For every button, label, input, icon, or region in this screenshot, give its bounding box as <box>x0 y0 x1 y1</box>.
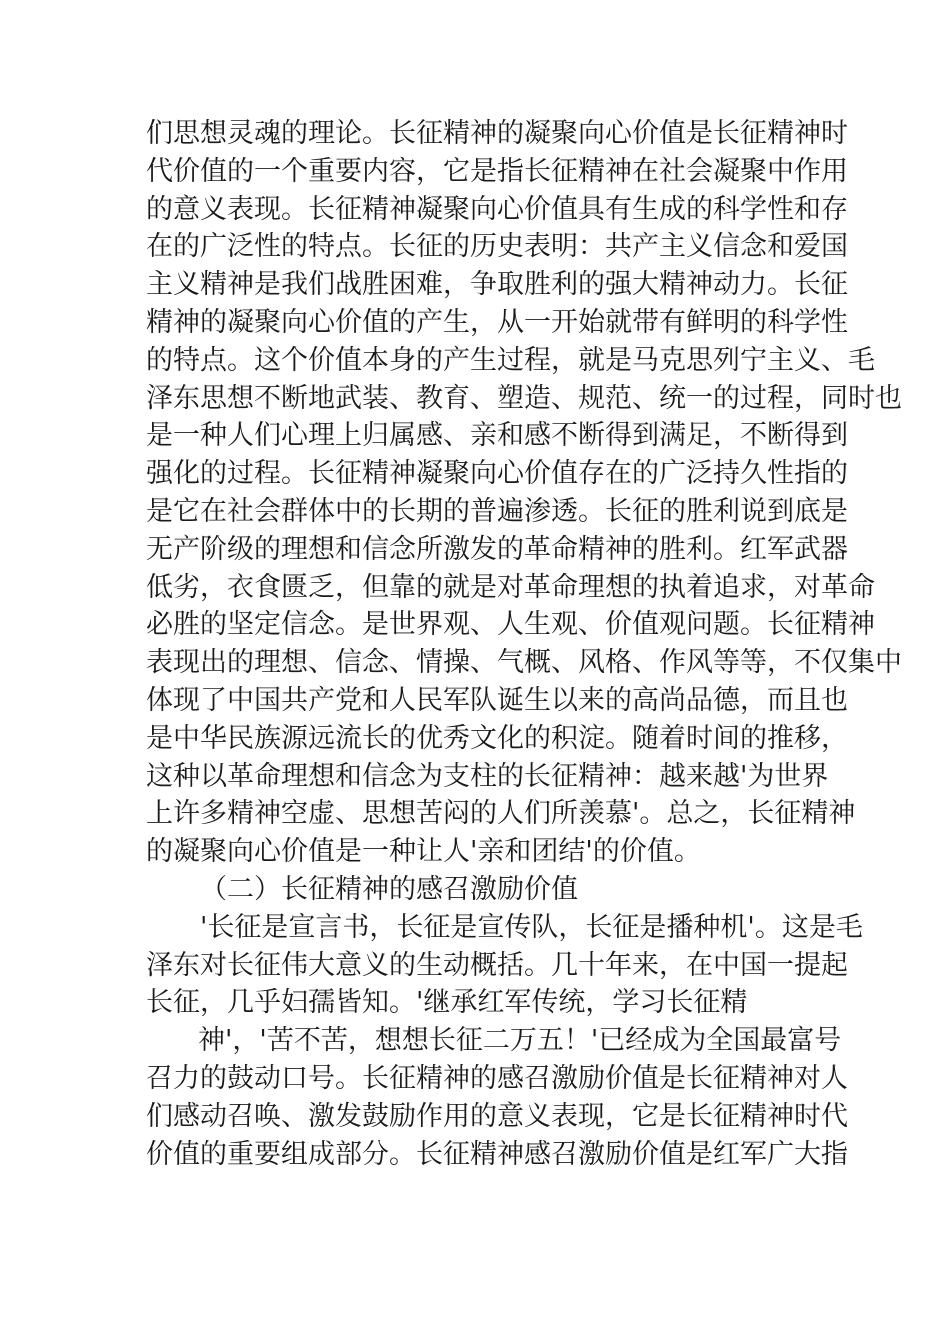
text-line: 是它在社会群体中的长期的普遍渗透。长征的胜利说到底是 <box>146 495 848 527</box>
text-line: 在的广泛性的特点。长征的历史表明：共产主义信念和爱国 <box>146 231 848 263</box>
text-line: 无产阶级的理想和信念所激发的革命精神的胜利。红军武器 <box>146 533 848 565</box>
text-line: 们感动召唤、激发鼓励作用的意义表现，它是长征精神时代 <box>146 1100 848 1132</box>
text-line: 泽东对长征伟大意义的生动概括。几十年来，在中国一提起 <box>146 949 848 981</box>
section-heading: （二）长征精神的感召激励价值 <box>200 873 578 905</box>
text-line: 精神的凝聚向心价值的产生，从一开始就带有鲜明的科学性 <box>146 306 848 338</box>
body-text <box>146 115 902 1173</box>
text-line: 代价值的一个重要内容，它是指长征精神在社会凝聚中作用 <box>146 155 848 187</box>
text-line: 价值的重要组成部分。长征精神感召激励价值是红军广大指 <box>146 1138 848 1170</box>
text-line: 上许多精神空虚、思想苦闷的人们所羡慕'。总之，长征精神 <box>146 798 856 830</box>
text-line: 的特点。这个价值本身的产生过程，就是马克思列宁主义、毛 <box>146 344 875 376</box>
text-line: 的意义表现。长征精神凝聚向心价值具有生成的科学性和存 <box>146 193 848 225</box>
text-line: 神'，'苦不苦，想想长征二万五！'已经成为全国最富号 <box>198 1025 842 1057</box>
text-line: 表现出的理想、信念、情操、气概、风格、作风等等，不仅集中 <box>146 647 902 679</box>
text-line: 必胜的坚定信念。是世界观、人生观、价值观问题。长征精神 <box>146 609 875 641</box>
text-line: 们思想灵魂的理论。长征精神的凝聚向心价值是长征精神时 <box>146 118 848 149</box>
text-line: 低劣，衣食匮乏，但靠的就是对革命理想的执着追求，对革命 <box>146 571 875 603</box>
text-line: 这种以革命理想和信念为支柱的长征精神：越来越'为世界 <box>146 760 829 792</box>
text-line: 是中华民族源远流长的优秀文化的积淀。随着时间的推移， <box>146 722 848 754</box>
text-line: 主义精神是我们战胜困难，争取胜利的强大精神动力。长征 <box>146 269 848 301</box>
text-line: 强化的过程。长征精神凝聚向心价值存在的广泛持久性指的 <box>146 458 848 490</box>
text-line: 泽东思想不断地武装、教育、塑造、规范、统一的过程，同时也 <box>146 382 902 414</box>
text-line: 长征，几乎妇孺皆知。'继承红军传统，学习长征精 <box>146 987 748 1019</box>
text-line: 召力的鼓动口号。长征精神的感召激励价值是长征精神对人 <box>146 1062 848 1094</box>
text-line: '长征是宣言书，长征是宣传队，长征是播种机'。这是毛 <box>200 911 863 943</box>
text-line: 体现了中国共产党和人民军队诞生以来的高尚品德，而且也 <box>146 684 848 716</box>
text-line: 的凝聚向心价值是一种让人'亲和团结'的价值。 <box>146 836 701 868</box>
text-line: 是一种人们心理上归属感、亲和感不断得到满足，不断得到 <box>146 420 848 452</box>
